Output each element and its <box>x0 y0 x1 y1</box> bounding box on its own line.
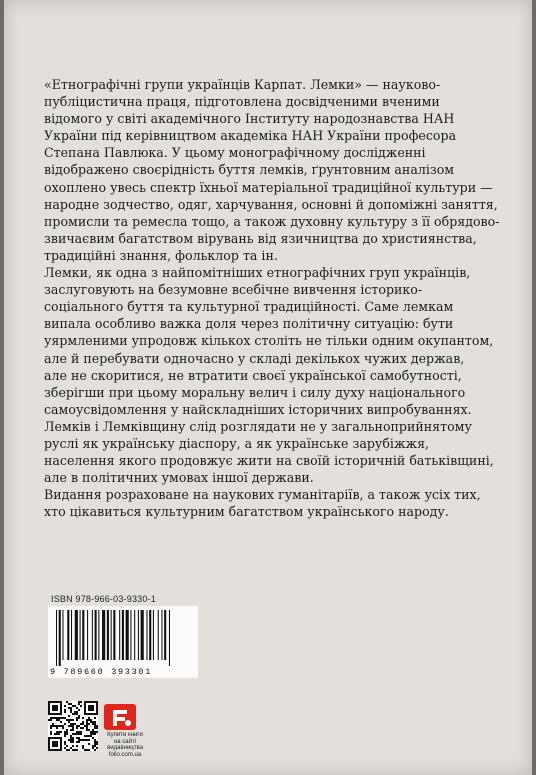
caption-line: folio.com.ua <box>108 751 142 758</box>
text-line: звичаєвим багатством вірувань від язичництва до християнства, <box>44 230 477 246</box>
text-line: руслі як українську діаспору, а як українське зарубіжжя, <box>44 435 430 451</box>
text-line: традиційні знання, фольклор та ін. <box>44 247 278 263</box>
text-line: України під керівництвом академіка НАН України професора <box>44 128 457 144</box>
text-line: «Етнографічні групи українців Карпат. Лемки» — науково- <box>44 77 441 92</box>
caption-line: видавництва <box>107 745 143 752</box>
text-line: Лемки, як одна з найпомітніших етнографічних груп українців, <box>44 265 471 281</box>
isbn-label: ISBN 978-966-03-9330-1 <box>51 594 156 604</box>
text-line: випала особливо важка доля через політичну ситуацію: бути <box>44 316 454 332</box>
text-line: відомого у світі академічного Інституту народознавства НАН <box>44 111 455 127</box>
caption-line: на сайті <box>113 738 137 745</box>
annotation-text <box>44 76 500 520</box>
book-back-cover <box>4 0 532 775</box>
text-line: Лемків і Лемківщину слід розглядати не у загальноприйнятому <box>44 418 472 434</box>
caption-line: Купити книги <box>107 732 143 738</box>
text-line: народне зодчество, одяг, харчування, основні й допоміжні заняття, <box>44 196 498 212</box>
paragraph-4 <box>44 486 496 520</box>
barcode-digits: 9 789660 393301 <box>50 667 153 677</box>
text-line: населення якого продовжує жити на своїй історичній батьківщині, <box>44 453 494 469</box>
paragraph-2 <box>44 264 496 418</box>
text-line: хто цікавиться культурним багатством українського народу. <box>44 504 449 520</box>
text-line: охоплено увесь спектр їхньої матеріальної традиційної культури — <box>44 179 493 195</box>
barcode <box>48 606 198 678</box>
text-line: зберігши при цьому моральну велич і силу духу національного <box>44 384 466 400</box>
qr-code-icon[interactable] <box>48 701 98 751</box>
paragraph-3 <box>44 418 496 486</box>
paragraph-1 <box>44 76 500 264</box>
publisher-caption <box>100 732 150 758</box>
text-line: публіцистична праця, підготовлена досвідченими вченими <box>44 94 440 110</box>
text-line: самоусвідомлення у найскладніших історичних випробуваннях. <box>44 401 472 417</box>
text-line: але в політичних умовах іншої держави. <box>44 470 314 486</box>
text-line: соціального буття та культурної традиційності. Саме лемкам <box>44 299 454 315</box>
text-line: але й перебувати одночасно у складі декількох чужих держав, <box>44 350 465 366</box>
text-line: Видання розраховане на наукових гуманітаріїв, а також усіх тих, <box>44 487 481 503</box>
text-line: але не скоритися, не втратити своєї української самобутності, <box>44 367 462 383</box>
text-line: уярмленими упродовж кількох століть не тільки одним окупантом, <box>44 333 494 349</box>
text-line: промисли та ремесла тощо, а також духовну культуру з її обрядово- <box>44 213 500 229</box>
text-line: заслуговують на безумовне всебічне вивчення історико- <box>44 282 423 298</box>
text-line: Степана Павлюка. У цьому монографічному дослідженні <box>44 145 426 161</box>
text-line: відображено своєрідність буття лемків, ґрунтовним аналізом <box>44 162 455 178</box>
folio-logo-icon <box>104 704 136 730</box>
barcode-bars <box>54 610 192 666</box>
